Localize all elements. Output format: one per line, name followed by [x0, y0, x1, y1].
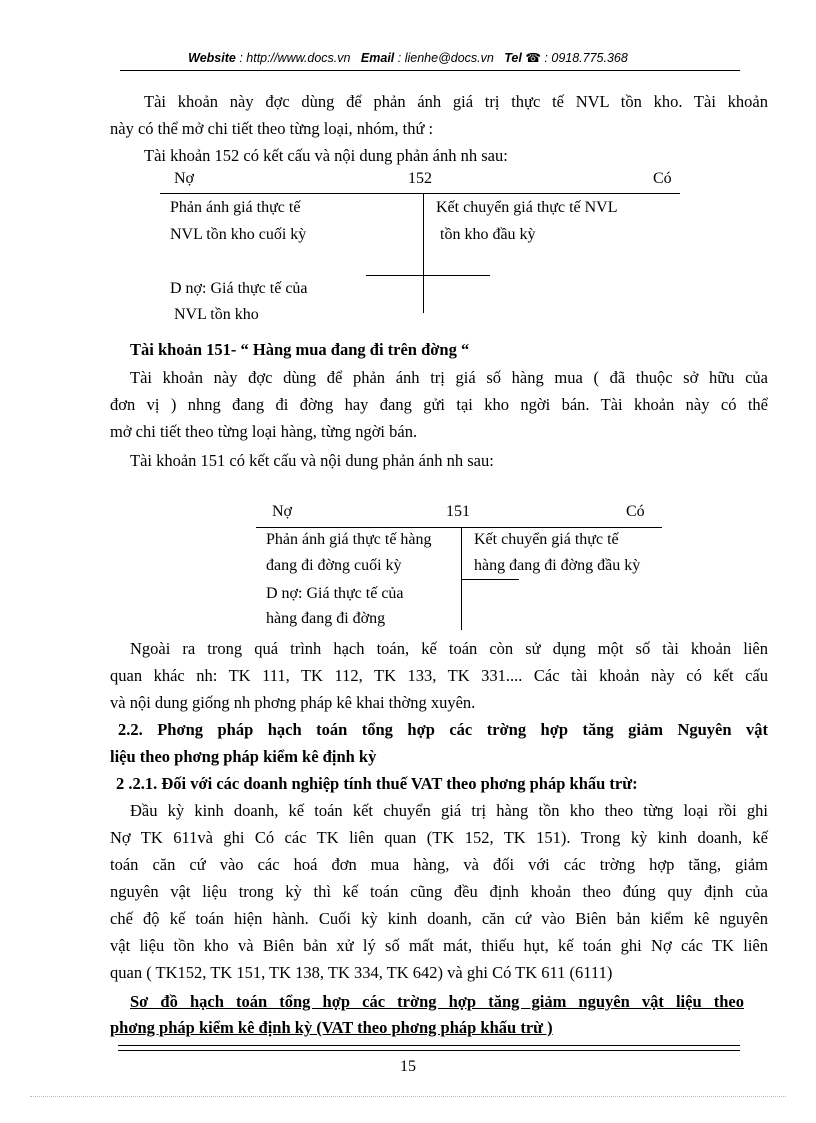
website-label: Website [188, 51, 236, 65]
tel-value: : 0918.775.368 [544, 51, 628, 65]
other-line-3: và nội dung giống nh phơng pháp kê khai thờng xuyên. [110, 693, 476, 712]
section-151-line-2: đơn vị ) nhng đang đi đờng hay đang gửi tại kho ngời bán. Tài khoản này có thể [110, 395, 768, 414]
website-value: : http://www.docs.vn [239, 51, 351, 65]
page-header [0, 50, 816, 65]
heading-2-2-line-1: 2.2. Phơng pháp hạch toán tổng hợp các trờng hợp tăng giảm Nguyên vật [118, 720, 768, 739]
section-151-title: Tài khoản 151- “ Hàng mua đang đi trên đờng “ [130, 340, 470, 359]
email-value: : lienhe@docs.vn [397, 51, 494, 65]
account-152-left-line-2: NVL tồn kho cuối kỳ [170, 226, 307, 243]
account-152-divider [423, 193, 424, 313]
other-line-2: quan khác nh: TK 111, TK 112, TK 133, TK 331.... Các tài khoản này có kết cấu [110, 666, 768, 685]
body-2-2-1-line-4: nguyên vật liệu trong kỳ thì kế toán cũng đều định khoản theo đúng quy định của [110, 882, 768, 901]
account-152-balance-line-2: NVL tồn kho [174, 306, 259, 323]
section-151-line-3: mở chi tiết theo từng loại hàng, từng ngời bán. [110, 422, 418, 441]
intro-line-1: Tài khoản này đợc dùng để phản ánh giá trị thực tế NVL tồn kho. Tài khoản [144, 92, 768, 111]
account-152-credit-label: Có [653, 170, 672, 187]
account-151-top-rule [256, 527, 662, 528]
account-152-top-rule [160, 193, 680, 194]
footer-rule-2 [118, 1050, 740, 1051]
section-151-line-1: Tài khoản này đợc dùng để phản ánh trị giá số hàng mua ( đã thuộc sở hữu của [130, 368, 768, 387]
account-151-balance-line-1: D nợ: Giá thực tế của [266, 585, 404, 602]
account-151-balance-rule [461, 579, 519, 580]
body-2-2-1-line-3: toán căn cứ vào các hoá đơn mua hàng, và đối với các trờng hợp tăng, giảm [110, 855, 768, 874]
body-2-2-1-line-2: Nợ TK 611và ghi Có các TK liên quan (TK 152, TK 151). Trong kỳ kinh doanh, kế [110, 828, 768, 847]
diagram-title-line-2: phơng pháp kiểm kê định kỳ (VAT theo phơng pháp khấu trừ ) [110, 1018, 553, 1037]
account-151-debit-label: Nợ [272, 503, 293, 520]
heading-2-2-1: 2 .2.1. Đối với các doanh nghiệp tính thuế VAT theo phơng pháp khấu trừ: [116, 774, 638, 793]
intro-line-2: này có thể mở chi tiết theo từng loại, nhóm, thứ : [110, 119, 434, 138]
diagram-title-line-1: Sơ đồ hạch toán tổng hợp các trờng hợp tăng giảm nguyên vật liệu theo [130, 992, 744, 1011]
phone-icon: ☎ [525, 51, 541, 65]
tel-label: Tel [504, 51, 522, 65]
page-bottom-edge [30, 1096, 786, 1097]
heading-2-2-line-2: liệu theo phơng pháp kiểm kê định kỳ [110, 747, 377, 766]
other-line-1: Ngoài ra trong quá trình hạch toán, kế toán còn sử dụng một số tài khoản liên [130, 639, 768, 658]
section-151-line-4: Tài khoản 151 có kết cấu và nội dung phản ánh nh sau: [130, 451, 494, 470]
body-2-2-1-line-1: Đầu kỳ kinh doanh, kế toán kết chuyển giá trị hàng tồn kho theo từng loại rồi ghi [130, 801, 768, 820]
account-152-number: 152 [408, 170, 432, 187]
account-151-right-line-1: Kết chuyển giá thực tế [474, 531, 619, 548]
account-152-debit-label: Nợ [174, 170, 195, 187]
body-2-2-1-line-7: quan ( TK152, TK 151, TK 138, TK 334, TK 642) và ghi Có TK 611 (6111) [110, 963, 613, 982]
body-2-2-1-line-5: chế độ kế toán hiện hành. Cuối kỳ kinh doanh, căn cứ vào Biên bản kiểm kê nguyên [110, 909, 768, 928]
body-2-2-1-line-6: vật liệu tồn kho và Biên bản xử lý số mất mát, thiếu hụt, kế toán ghi Nợ các TK liên [110, 936, 768, 955]
account-152-right-line-2: tồn kho đầu kỳ [440, 226, 536, 243]
account-151-number: 151 [446, 503, 470, 520]
header-rule [120, 70, 740, 71]
account-151-balance-line-2: hàng đang đi đờng [266, 610, 386, 627]
account-152-left-line-1: Phản ánh giá thực tế [170, 199, 301, 216]
account-151-credit-label: Có [626, 503, 645, 520]
page-number: 15 [400, 1058, 416, 1075]
account-152-right-line-1: Kết chuyển giá thực tế NVL [436, 199, 618, 216]
account-151-right-line-2: hàng đang đi đờng đầu kỳ [474, 557, 641, 574]
account-151-left-line-2: đang đi đờng cuối kỳ [266, 557, 402, 574]
account-152-balance-rule [366, 275, 490, 276]
account-151-left-line-1: Phản ánh giá thực tế hàng [266, 531, 432, 548]
account-152-balance-line-1: D nợ: Giá thực tế của [170, 280, 308, 297]
email-label: Email [360, 51, 395, 65]
footer-rule-1 [118, 1045, 740, 1046]
intro-line-3: Tài khoản 152 có kết cấu và nội dung phản ánh nh sau: [144, 146, 508, 165]
